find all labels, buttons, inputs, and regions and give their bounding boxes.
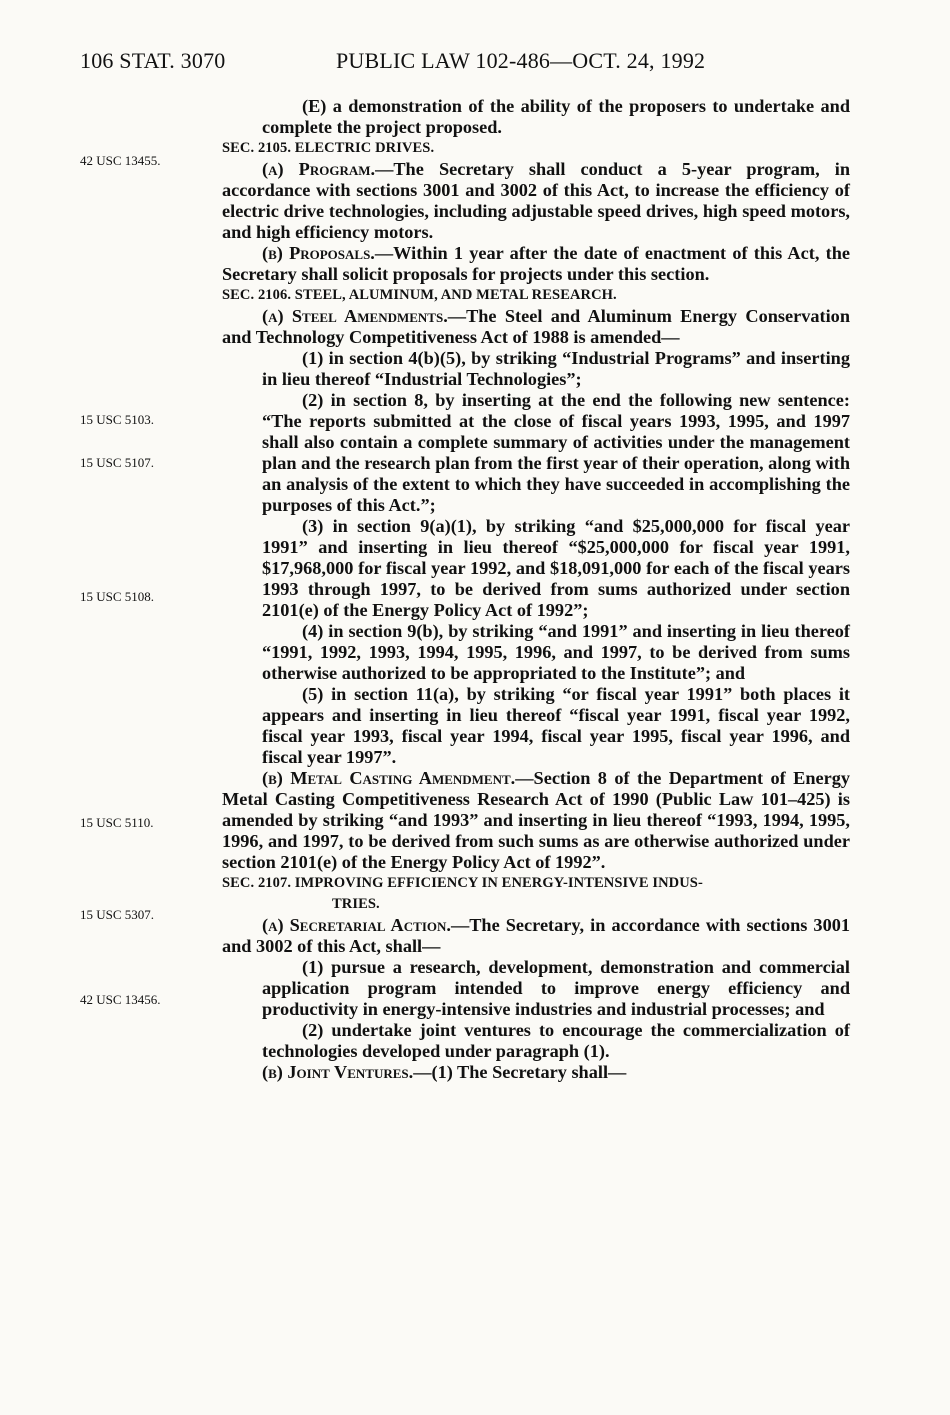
margin-citation: 42 USC 13455. — [80, 153, 161, 168]
margin-citation: 42 USC 13456. — [80, 992, 161, 1007]
subsection-label: (a) Steel Amendments. — [262, 306, 448, 326]
subsection-text: —(1) The Secretary shall— — [413, 1062, 627, 1082]
list-item-text: (4) in section 9(b), by striking “and 1991” and inserting in lieu thereof “1991, 1992, 1993, 1994, 1995, 1996, and 1997, to be derived from sums otherwise authorized to be appropriated to the Institute”; and — [262, 621, 850, 683]
section-heading-2105: SEC. 2105. ELECTRIC DRIVES. — [222, 140, 435, 156]
subsection-text: —The Secretary, in accordance with sections 3001 and 3002 of this Act, shall— — [222, 915, 850, 956]
margin-citation: 15 USC 5307. — [80, 907, 155, 922]
paragraph-2106b — [222, 768, 850, 873]
paragraph-2107a — [222, 915, 850, 957]
statute-page-number: 106 STAT. 3070 — [80, 48, 226, 73]
margin-citation: 15 USC 5107. — [80, 455, 155, 470]
list-item-text: (3) in section 9(a)(1), by striking “and $25,000,000 for fiscal year 1991” and inserting in lieu thereof “$25,000,000 for fiscal year 1991, $17,968,000 for fiscal year 1992, and $18,091,000 for each of the fiscal years 1993 through 1997, to be derived from sums authorized under section 2101(e) of the Energy Policy Act of 1992”; — [262, 516, 850, 620]
list-item — [222, 621, 850, 684]
list-item — [222, 516, 850, 621]
list-item-text: (2) in section 8, by inserting at the end the following new sentence: “The reports submitted at the close of fiscal years 1993, 1995, and 1997 shall also contain a complete summary of activities under the management plan and the research plan from the first year of their operation, along with an analysis of the extent to which they have succeeded in accomplishing the purposes of this Act.”; — [262, 390, 850, 515]
section-heading-2107-cont: TRIES. — [332, 896, 380, 912]
list-item — [222, 957, 850, 1020]
paragraph-2107b — [222, 1062, 850, 1083]
margin-citation: 15 USC 5108. — [80, 589, 155, 604]
list-item — [222, 684, 850, 768]
section-heading-2106: SEC. 2106. STEEL, ALUMINUM, AND METAL RESEARCH. — [222, 287, 617, 303]
subsection-text: —The Secretary shall conduct a 5-year program, in accordance with sections 3001 and 3002 of this Act, to increase the efficiency of electric drive technologies, including adjustable speed drives, high speed motors, and high efficiency motors. — [222, 159, 850, 242]
list-item — [222, 1020, 850, 1062]
margin-citation: 15 USC 5110. — [80, 815, 154, 830]
paragraph-2106a — [222, 306, 850, 348]
subsection-text: —Within 1 year after the date of enactment of this Act, the Secretary shall solicit proposals for projects under this section. — [222, 243, 850, 284]
subsection-text: —The Steel and Aluminum Energy Conservation and Technology Competitiveness Act of 1988 is amended— — [222, 306, 850, 347]
subsection-text: —Section 8 of the Department of Energy Metal Casting Competitiveness Research Act of 1990 (Public Law 101–425) is amended by striking “and 1993” and inserting in lieu thereof “1993, 1994, 1995, 1996, and 1997, to be derived from such sums as are otherwise authorized under section 2101(e) of the Energy Policy Act of 1992”. — [222, 768, 850, 872]
subsection-label: (b) Proposals. — [262, 243, 375, 263]
subsection-label: (b) Joint Ventures. — [262, 1062, 414, 1082]
list-item-text: (1) pursue a research, development, demonstration and commercial application program intended to improve energy efficiency and productivity in energy-intensive industries and industrial processes; and — [262, 957, 850, 1019]
list-item-text: (1) in section 4(b)(5), by striking “Industrial Programs” and inserting in lieu thereof “Industrial Technologies”; — [262, 348, 850, 389]
subsection-label: (a) Program. — [262, 159, 376, 179]
page-body — [222, 96, 850, 1083]
paragraph-2105a — [222, 159, 850, 243]
list-item — [222, 390, 850, 516]
subsection-label: (b) Metal Casting Amendment. — [262, 768, 516, 788]
paragraph-e: (E) a demonstration of the ability of the proposers to undertake and complete the project proposed. — [262, 96, 850, 137]
list-item — [222, 348, 850, 390]
paragraph-2105b — [222, 243, 850, 285]
subsection-label: (a) Secretarial Action. — [262, 915, 451, 935]
public-law-title: PUBLIC LAW 102-486—OCT. 24, 1992 — [336, 48, 706, 73]
list-item-text: (2) undertake joint ventures to encourage the commercialization of technologies developed under paragraph (1). — [262, 1020, 850, 1061]
list-item-text: (5) in section 11(a), by striking “or fiscal year 1991” both places it appears and inserting in lieu thereof “fiscal year 1991, fiscal year 1992, fiscal year 1993, fiscal year 1994, fiscal year 1995, fiscal year 1996, and fiscal year 1997”. — [262, 684, 850, 767]
section-heading-2107: SEC. 2107. IMPROVING EFFICIENCY IN ENERGY-INTENSIVE INDUS- — [222, 875, 703, 891]
margin-citation: 15 USC 5103. — [80, 412, 155, 427]
